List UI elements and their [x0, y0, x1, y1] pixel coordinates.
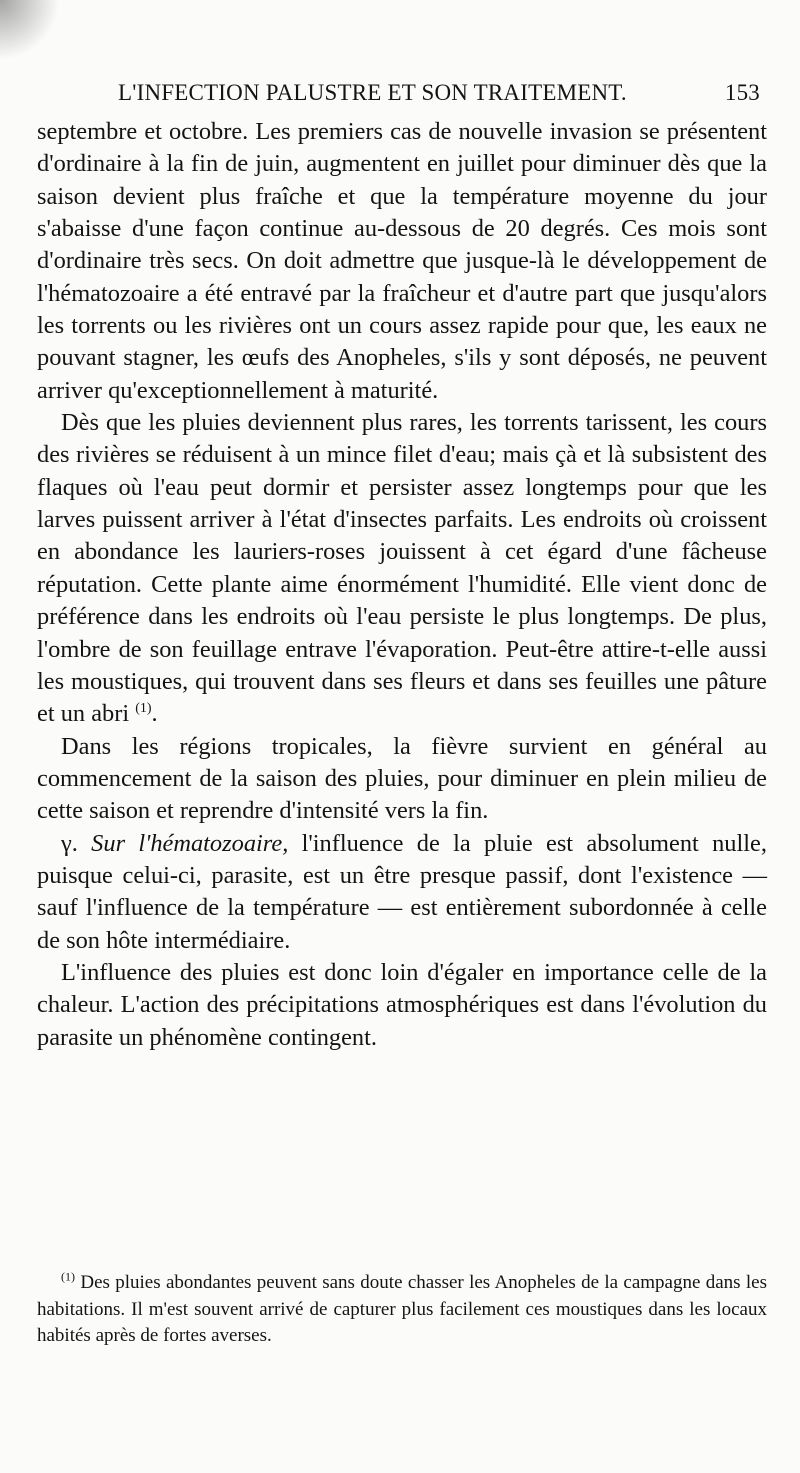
- page-number: 153: [724, 80, 760, 105]
- italic-heading: Sur l'hématozoaire,: [91, 829, 289, 857]
- paragraph-4: [37, 828, 767, 957]
- footnote: [37, 1270, 767, 1350]
- running-title: L'INFECTION PALUSTRE ET SON TRAITEMENT.: [118, 80, 627, 105]
- paragraph-2-end: .: [151, 700, 158, 728]
- running-head: [118, 80, 760, 110]
- scan-shadow: [0, 0, 60, 60]
- footnote-reference: (1): [135, 701, 152, 717]
- body-text: [37, 116, 767, 1054]
- paragraph-2-text: Dès que les pluies deviennent plus rares, les torrents tarissent, les cours des rivières se réduisent à un mince filet d'eau; mais çà et là subsistent des flaques où l'eau peut dormir et persister assez longtemps pour que les larves puissent arriver à l'état d'insectes parfaits. Les endroits où croissent en abondance les lauriers-roses jouissent à cet égard d'une fâcheuse réputation. Cette plante aime énormément l'humidité. Elle vient donc de préférence dans les endroits où l'eau persiste le plus longtemps. De plus, l'ombre de son feuillage entrave l'évaporation. Peut-être attire-t-elle aussi les moustiques, qui trouvent dans ses fleurs et dans ses feuilles une pâture et un abri: [37, 409, 767, 728]
- paragraph-4-text: l'influence de la pluie est absolument nulle, puisque celui-ci, parasite, est un être presque passif, dont l'existence — sauf l'influence de la température — est entièrement subordonnée à celle de son hôte intermédiaire.: [37, 829, 767, 954]
- paragraph-3: Dans les régions tropicales, la fièvre survient en général au commencement de la saison des pluies, pour diminuer en plein milieu de cette saison et reprendre d'intensité vers la fin.: [37, 732, 767, 825]
- section-label: γ.: [61, 829, 78, 857]
- footnote-marker: (1): [61, 1269, 75, 1284]
- footnote-text: Des pluies abondantes peuvent sans doute chasser les Anopheles de la campagne dans les habitations. Il m'est souvent arrivé de capturer plus facilement ces moustiques dans les locaux habités après de fortes averses.: [37, 1272, 768, 1346]
- paragraph-2: [37, 407, 767, 730]
- paragraph-1: septembre et octobre. Les premiers cas de nouvelle invasion se présentent d'ordinaire à la fin de juin, augmentent en juillet pour diminuer dès que la saison devient plus fraîche et que la température moyenne du jour s'abaisse d'une façon continue au-dessous de 20 degrés. Ces mois sont d'ordinaire très secs. On doit admettre que jusque-là le développement de l'hématozoaire a été entravé par la fraîcheur et d'autre part que jusqu'alors les torrents ou les rivières ont un cours assez rapide pour que, les eaux ne pouvant stagner, les œufs des Anopheles, s'ils y sont déposés, ne peuvent arriver qu'exceptionnellement à maturité.: [37, 118, 767, 404]
- paragraph-5: L'influence des pluies est donc loin d'égaler en importance celle de la chaleur. L'action des précipitations atmosphériques est dans l'évolution du parasite un phénomène contingent.: [37, 958, 767, 1051]
